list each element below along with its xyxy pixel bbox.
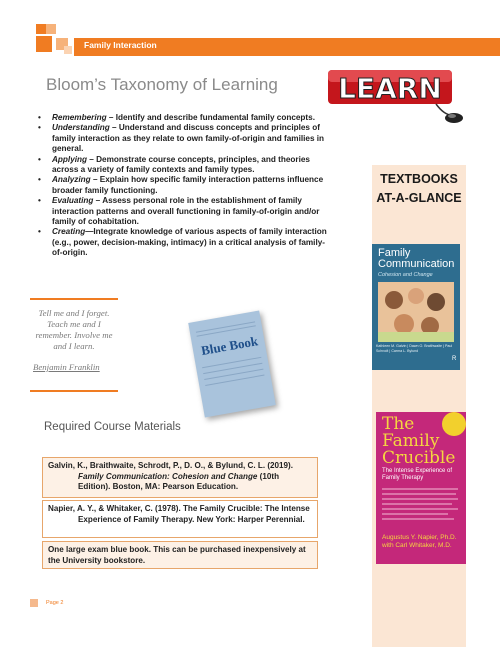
material-citation-cont	[48, 472, 312, 493]
bloom-taxonomy-list	[34, 113, 334, 259]
sidebar-heading-line2: AT-A-GLANCE	[376, 191, 462, 205]
bluebook-line	[202, 357, 261, 368]
material-citation-line1: One large exam blue book. This can be purchased inexpensively at the University bookstore.	[48, 545, 306, 565]
header-square-5	[64, 46, 72, 54]
bloom-term: Creating	[52, 227, 86, 237]
book2-title	[382, 416, 460, 467]
sidebar-panel	[372, 165, 466, 647]
book2-title-line2: Family	[382, 431, 440, 451]
materials-heading: Required Course Materials	[44, 421, 181, 433]
bloom-item	[34, 227, 334, 258]
bluebook-title: Blue Book	[199, 333, 260, 359]
learn-logo	[326, 66, 466, 124]
bloom-item	[34, 196, 334, 227]
header-square-2	[46, 24, 56, 34]
bloom-term: Remembering	[52, 113, 107, 122]
bloom-term: Understanding	[52, 123, 110, 133]
bloom-text: —Integrate knowledge of various aspects of family interaction (e.g., power, decision-making, intimacy) in a critical analysis of family-of-origin.	[52, 227, 327, 258]
header-square-1	[36, 24, 46, 34]
book-cover-family-crucible	[376, 412, 466, 564]
book1-title-line1: Family	[378, 247, 411, 259]
bloom-term: Evaluating	[52, 196, 94, 206]
book2-title-line3: Crucible	[382, 448, 456, 468]
material-citation-rest: Experience of Family Therapy. New York: Harper Perennial.	[78, 514, 305, 524]
book1-subtitle: Cohesion and Change	[378, 272, 433, 278]
bloom-text: – Identify and describe fundamental family concepts.	[106, 113, 315, 122]
bloom-item	[34, 113, 334, 123]
sidebar-heading-line1: TEXTBOOKS	[380, 172, 458, 186]
quote-text: Tell me and I forget. Teach me and I remember. Involve me and I learn.	[35, 308, 113, 351]
book2-subtitle: The Intense Experience of Family Therapy	[382, 468, 453, 481]
material-citation-line1: Napier, A. Y., & Whitaker, C. (1978). The Family Crucible: The Intense	[48, 504, 310, 513]
book1-publisher-logo: R	[452, 356, 457, 362]
bloom-term: Applying	[52, 154, 88, 164]
material-citation-rest: (10th Edition). Boston, MA: Pearson Education.	[78, 471, 280, 491]
page-number: Page 2	[46, 600, 64, 606]
bloom-text: – Understand and discuss concepts and principles of family interaction as they relate to own family-of-origin and families in general.	[52, 123, 325, 154]
book2-blurb-lines	[382, 486, 460, 526]
bloom-text: – Demonstrate course concepts, principles, and theories across a variety of family contexts and family types.	[52, 154, 310, 175]
bloom-item	[34, 175, 334, 196]
material-item	[42, 541, 318, 569]
material-item	[42, 500, 318, 538]
book2-title-line1: The	[382, 414, 415, 434]
bloom-text: – Assess personal role in the establishment of family interaction patterns and overall functioning in family-of-origin and/or family of cohabitation.	[52, 196, 320, 227]
material-citation-line1: Galvin, K., Braithwaite, Schrodt, P., D. O., & Bylund, C. L. (2019).	[48, 461, 293, 470]
quote-top-rule	[30, 298, 118, 300]
bloom-text: – Explain how specific family interaction patterns influence broader family functioning.	[52, 175, 324, 195]
quote-bottom-rule	[30, 390, 118, 392]
book1-title	[378, 248, 458, 270]
bloom-term: Analyzing	[52, 175, 91, 185]
book2-authors-line1: Augustus Y. Napier, Ph.D.	[382, 534, 457, 541]
learn-logo-text: LEARN	[338, 72, 442, 105]
book1-family-photo	[378, 282, 454, 342]
blue-book-image	[188, 310, 276, 417]
book1-title-line2: Communication	[378, 258, 455, 270]
book-cover-family-communication	[372, 244, 460, 370]
section-label: Family Interaction	[84, 40, 157, 50]
bloom-item	[34, 155, 334, 176]
footer-square	[30, 599, 38, 607]
book2-authors	[382, 534, 464, 549]
book2-authors-line2: with Carl Whitaker, M.D.	[382, 541, 452, 549]
header-square-3	[36, 36, 52, 52]
bloom-item	[34, 123, 334, 154]
quote-author: Benjamin Franklin	[33, 362, 100, 372]
material-item	[42, 457, 318, 498]
material-book-title: Family Communication: Cohesion and Change	[78, 471, 258, 481]
book1-authors: Kathleen M. Galvin | Dawn O. Braithwaite | Paul Schrodt | Carma L. Bylund	[376, 344, 453, 353]
sidebar-heading	[372, 170, 466, 208]
page-title: Bloom’s Taxonomy of Learning	[46, 75, 278, 94]
